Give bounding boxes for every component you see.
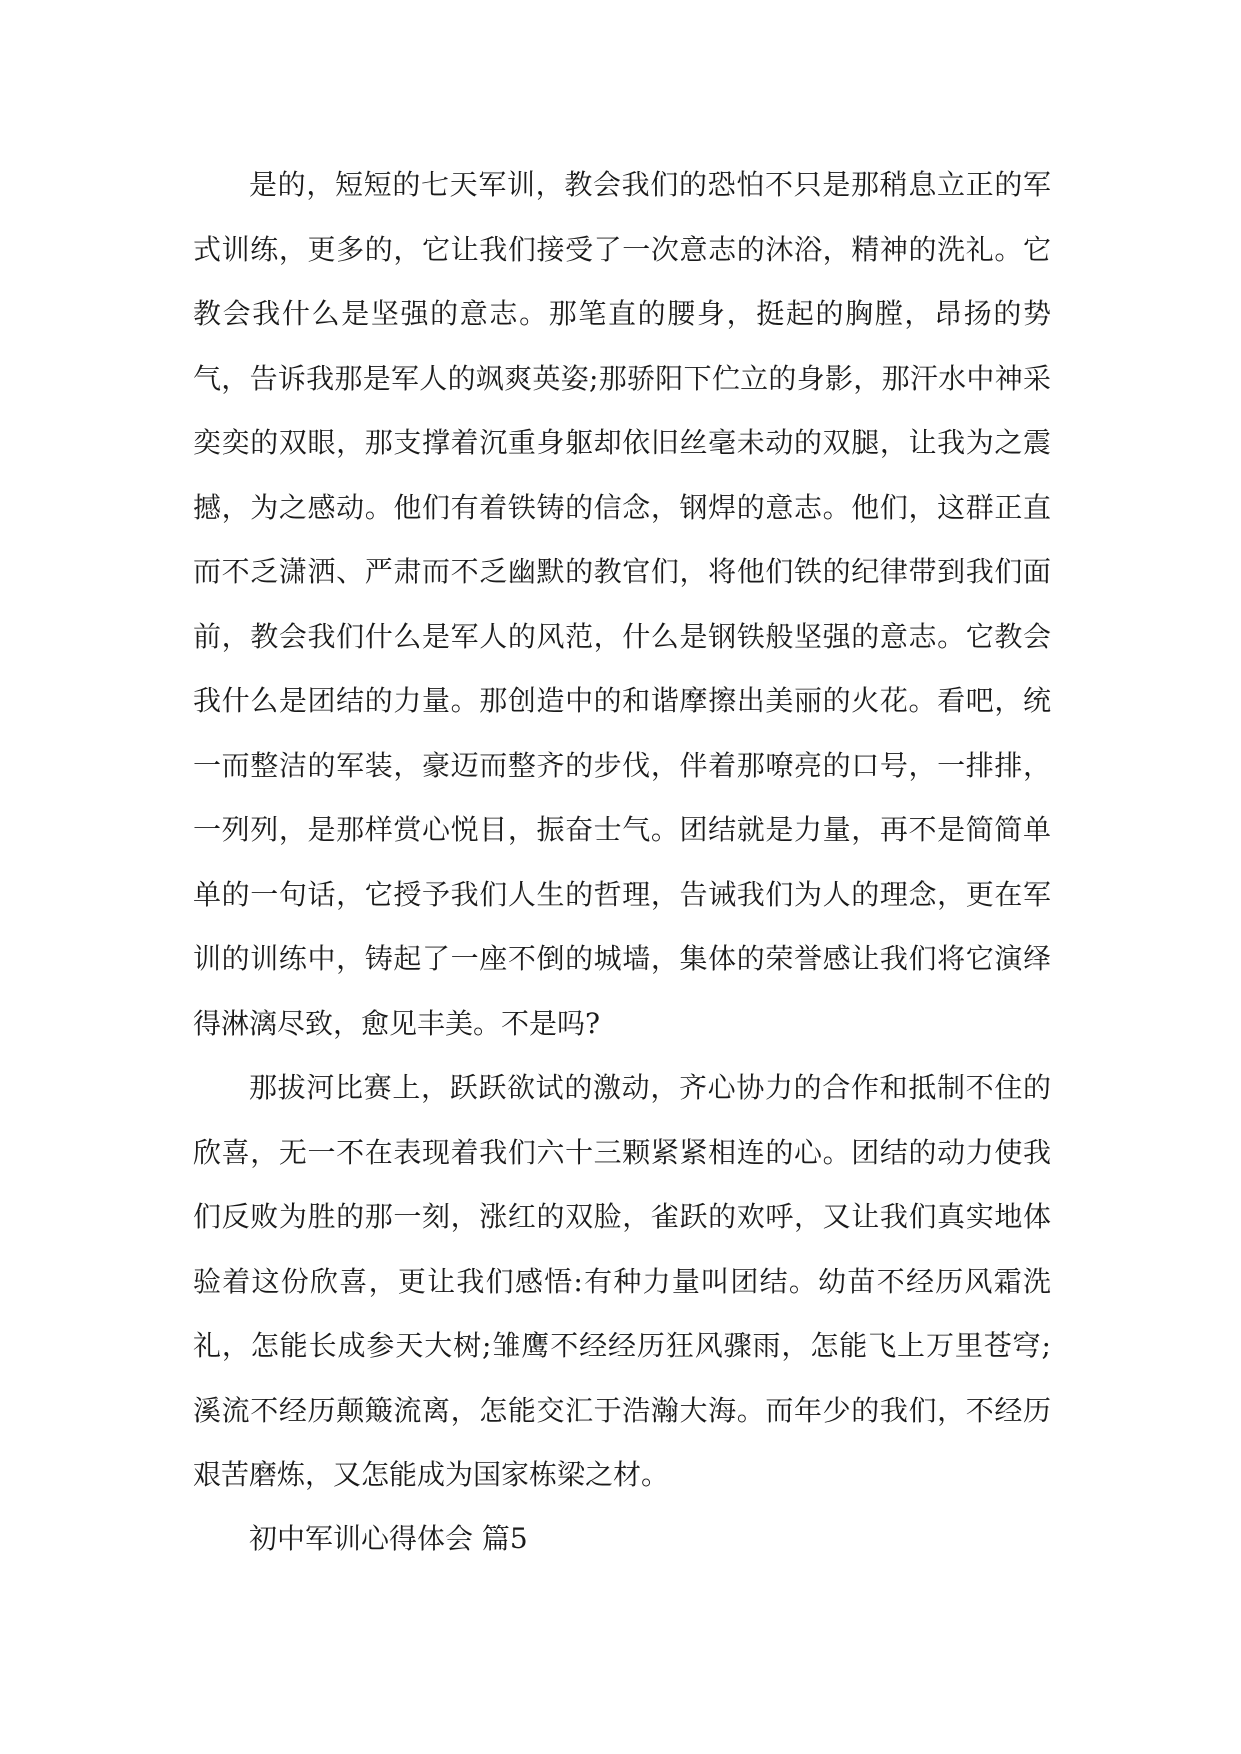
- paragraph-1: 是的，短短的七天军训，教会我们的恐怕不只是那稍息立正的军式训练，更多的，它让我们接受了一次意志的沐浴，精神的洗礼。它教会我什么是坚强的意志。那笔直的腰身，挺起的胸膛，昂扬的势气，告诉我那是军人的飒爽英姿;那骄阳下伫立的身影，那汗水中神采奕奕的双眼，那支撑着沉重身躯却依旧丝毫未动的双腿，让我为之震撼，为之感动。他们有着铁铸的信念，钢焊的意志。他们，这群正直而不乏潇洒、严肃而不乏幽默的教官们，将他们铁的纪律带到我们面前，教会我们什么是军人的风范，什么是钢铁般坚强的意志。它教会我什么是团结的力量。那创造中的和谐摩擦出美丽的火花。看吧，统一而整洁的军装，豪迈而整齐的步伐，伴着那嘹亮的口号，一排排，一列列，是那样赏心悦目，振奋士气。团结就是力量，再不是简简单单的一句话，它授予我们人生的哲理，告诫我们为人的理念，更在军训的训练中，铸起了一座不倒的城墙，集体的荣誉感让我们将它演绎得淋漓尽致，愈见丰美。不是吗?: [193, 168, 1051, 1040]
- body-text-block-1: [193, 153, 1051, 1056]
- body-text-block-2: [193, 1056, 1051, 1508]
- paragraph-2: 那拔河比赛上，跃跃欲试的激动，齐心协力的合作和抵制不住的欣喜，无一不在表现着我们六十三颗紧紧相连的心。团结的动力使我们反败为胜的那一刻，涨红的双脸，雀跃的欢呼，又让我们真实地体验着这份欣喜，更让我们感悟:有种力量叫团结。幼苗不经历风霜洗礼，怎能长成参天大树;雏鹰不经经历狂风骤雨，怎能飞上万里苍穹;溪流不经历颠簸流离，怎能交汇于浩瀚大海。而年少的我们，不经历艰苦磨炼，又怎能成为国家栋梁之材。: [193, 1071, 1051, 1491]
- section-heading: 初中军训心得体会 篇5: [249, 1522, 528, 1555]
